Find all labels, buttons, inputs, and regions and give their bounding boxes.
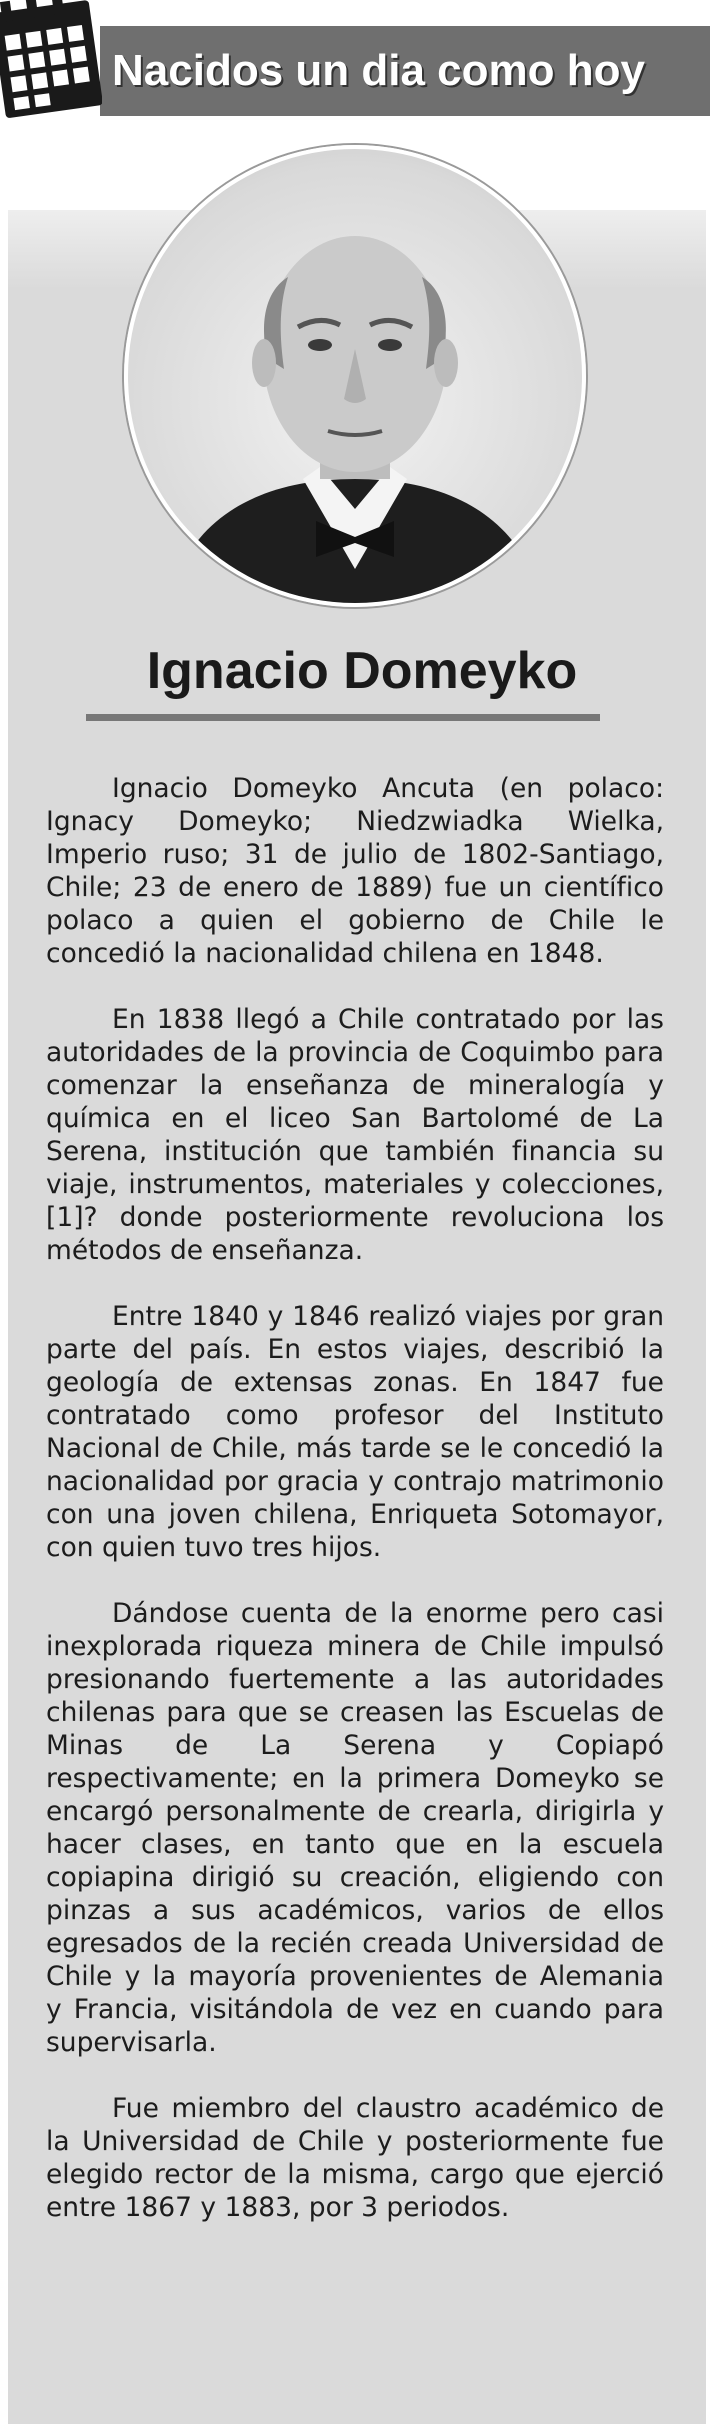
article-body: [46, 772, 664, 2257]
name-underline: [86, 714, 600, 721]
portrait-photo: [124, 145, 586, 607]
paragraph: Ignacio Domeyko Ancuta (en polaco: Ignacy Domeyko; Niedzwiadka Wielka, Imperio ruso; 31 de julio de 1802-Santiago, Chile; 23 de enero de 1889) fue un científico polaco a quien el gobierno de Chile le concedió la nacionalidad chilena en 1848.: [46, 773, 664, 969]
paragraph: Fue miembro del claustro académico de la Universidad de Chile y posteriormente fue elegido rector de la misma, cargo que ejerció entre 1867 y 1883, por 3 periodos.: [46, 2093, 664, 2223]
calendar-icon: [0, 0, 102, 118]
paragraph: Dándose cuenta de la enorme pero casi inexplorada riqueza minera de Chile impulsó presionando fuertemente a las autoridades chilenas para que se creasen las Escuelas de Minas de La Serena y Copiapó respectivamente; en la primera Domeyko se encargó personalmente de crearla, dirigirla y hacer clases, en tanto que en la escuela copiapina dirigió su creación, eligiendo con pinzas a sus académicos, varios de ellos egresados de la recién creada Universidad de Chile y la mayoría provenientes de Alemania y Francia, visitándola de vez en cuando para supervisarla.: [46, 1598, 664, 2058]
paragraph: Entre 1840 y 1846 realizó viajes por gran parte del país. En estos viajes, describió la geología de extensas zonas. En 1847 fue contratado como profesor del Instituto Nacional de Chile, más tarde se le concedió la nacionalidad por gracia y contrajo matrimonio con una joven chilena, Enriqueta Sotomayor, con quien tuvo tres hijos.: [46, 1301, 664, 1563]
person-name: Ignacio Domeyko: [146, 642, 578, 700]
page-title: Nacidos un dia como hoy: [112, 46, 645, 95]
paragraph: En 1838 llegó a Chile contratado por las autoridades de la provincia de Coquimbo para comenzar la enseñanza de mineralogía y química en el liceo San Bartolomé de La Serena, institución que también financia su viaje, instrumentos, materiales y colecciones,[1]? donde posteriormente revoluciona los métodos de enseñanza.: [46, 1004, 664, 1266]
portrait-illustration: [128, 149, 582, 603]
